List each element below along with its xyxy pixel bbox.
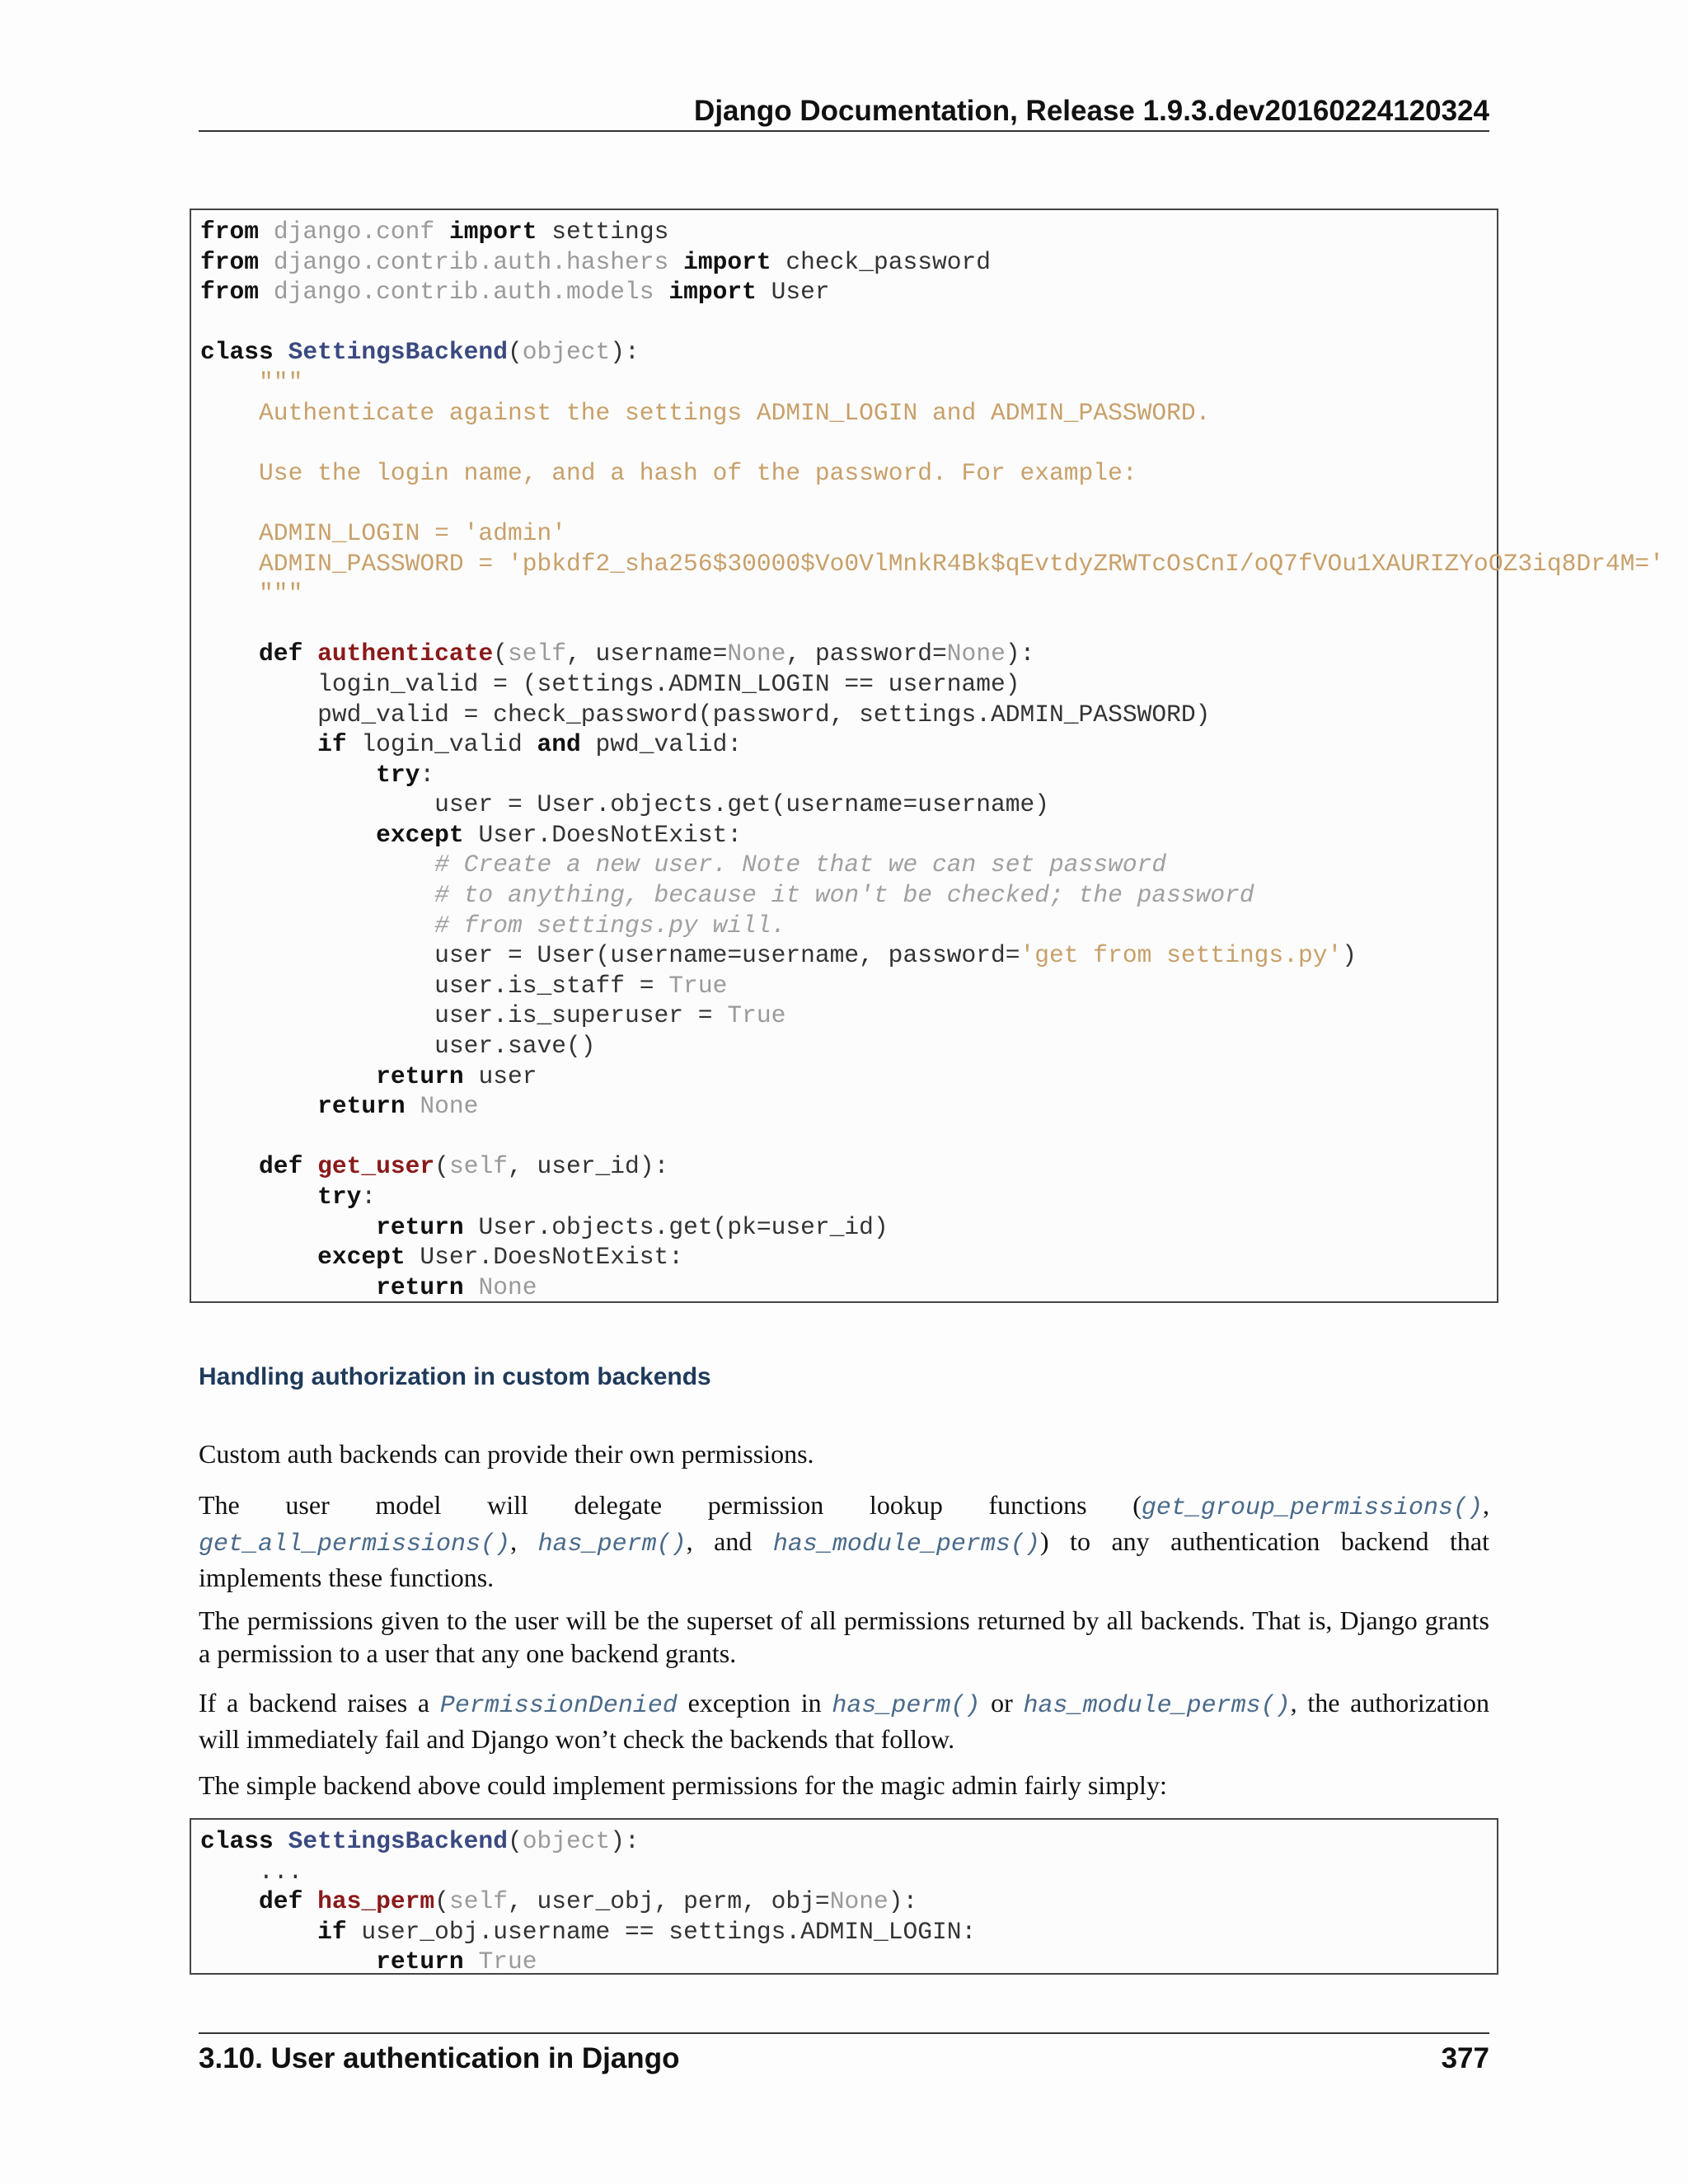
code-token: user.save() — [200, 1032, 596, 1061]
code-token: user — [463, 1062, 537, 1090]
link-has-module-perms[interactable]: has_module_perms() — [772, 1530, 1040, 1558]
code-token: object — [522, 1827, 611, 1855]
code-token: None — [829, 1887, 889, 1916]
code-token — [200, 550, 259, 578]
code-token: User.objects.get(pk=user_id) — [463, 1212, 889, 1241]
code-line — [200, 428, 1497, 458]
code-token: if — [317, 1917, 347, 1946]
code-token: class — [200, 1827, 274, 1855]
code-line — [200, 669, 1497, 700]
code-token: Use the login name, and a hash of the password. For example: — [259, 458, 1137, 487]
code-line — [200, 1062, 1497, 1092]
code-token — [200, 579, 259, 607]
code-token — [406, 1092, 420, 1120]
code-line — [200, 1857, 1497, 1887]
footer-section: 3.10. User authentication in Django — [199, 2042, 680, 2074]
code-line — [200, 760, 1497, 790]
code-token: pwd_valid = check_password(password, settings.ADMIN_PASSWORD) — [200, 700, 1211, 729]
link-get-all-permissions[interactable]: get_all_permissions() — [199, 1530, 511, 1558]
code-token: user = User(username=username, password= — [200, 941, 1020, 970]
paragraph-simple-backend — [199, 1769, 1489, 1802]
code-token: self — [507, 640, 567, 668]
code-line — [200, 398, 1497, 429]
code-token: user.is_staff = — [200, 971, 669, 1000]
code-token: import — [448, 218, 537, 246]
paragraph-text: Custom auth backends can provide their own permissions. — [199, 1439, 814, 1469]
code-token: True — [668, 971, 728, 1000]
code-token — [200, 851, 434, 879]
code-token — [654, 278, 669, 306]
code-token — [200, 1887, 259, 1915]
code-token — [200, 1183, 317, 1211]
code-token: None — [946, 640, 1006, 668]
code-token: None — [420, 1092, 479, 1121]
code-token: def — [259, 640, 303, 668]
code-token: None — [727, 640, 786, 668]
code-token: authenticate — [317, 640, 494, 668]
code-token: ): — [888, 1887, 918, 1916]
paragraph-superset — [199, 1604, 1489, 1670]
code-line — [200, 1151, 1497, 1182]
paragraph-text: The permissions given to the user will be the superset of all permissions returned by all backends. That is, Django grants a permission to a user that any one backend grants. — [199, 1605, 1489, 1668]
code-token: return — [376, 1272, 464, 1301]
code-token: class — [200, 338, 274, 367]
code-token: Authenticate against the settings ADMIN_LOGIN and ADMIN_PASSWORD. — [259, 398, 1211, 427]
code-token: from — [200, 247, 260, 276]
code-token — [200, 1947, 376, 1975]
code-line — [200, 880, 1497, 911]
code-line — [200, 940, 1497, 971]
code-token: if — [317, 730, 347, 759]
code-token: # to anything, because it won't be checked; the password — [434, 881, 1254, 910]
code-token: True — [478, 1947, 537, 1976]
link-get-group-permissions[interactable]: get_group_permissions() — [1141, 1494, 1483, 1522]
paragraph-text: , — [510, 1526, 538, 1556]
code-token — [200, 399, 259, 427]
code-line — [200, 1212, 1497, 1243]
code-token: # Create a new user. Note that we can set password — [434, 851, 1167, 879]
code-token: ( — [507, 338, 523, 367]
code-line — [200, 1826, 1497, 1857]
link-permission-denied[interactable]: PermissionDenied — [439, 1692, 678, 1720]
code-token — [200, 1062, 376, 1090]
code-line — [200, 790, 1497, 820]
code-token: ADMIN_PASSWORD = 'pbkdf2_sha256$30000$Vo0VlMnkR4Bk$qEvtdyZRWTcOsCnI/oQ7fVOu1XAURIZYoOZ3iq8Dr4M=' — [259, 549, 1664, 578]
code-token — [200, 1273, 376, 1301]
code-token — [259, 248, 274, 276]
code-token: ... — [200, 1857, 303, 1886]
code-token: check_password — [771, 247, 992, 276]
code-token: settings — [537, 218, 669, 246]
code-line — [200, 609, 1497, 640]
paragraph-intro — [199, 1437, 1489, 1470]
code-line — [200, 217, 1497, 247]
code-token: # from settings.py will. — [434, 911, 786, 940]
code-line — [200, 971, 1497, 1001]
code-token: User.DoesNotExist: — [463, 820, 743, 849]
code-token: import — [668, 278, 757, 307]
code-line — [200, 1947, 1497, 1977]
code-line — [200, 700, 1497, 730]
code-token: None — [478, 1272, 537, 1301]
code-token: ( — [507, 1827, 523, 1855]
paragraph-text: , the authorization will immediately fail and Django won’t check the backends that follow. — [199, 1688, 1489, 1754]
code-token — [274, 1827, 288, 1855]
code-line — [200, 579, 1497, 609]
code-token — [200, 459, 259, 487]
code-token — [434, 218, 449, 246]
code-token: """ — [259, 368, 303, 396]
code-token: try — [376, 760, 420, 789]
code-token: and — [537, 730, 581, 759]
paragraph-permission-denied — [199, 1686, 1489, 1755]
code-token: """ — [259, 579, 303, 608]
paragraph-text: If a backend raises a — [199, 1688, 440, 1718]
code-block-settings-backend — [190, 209, 1664, 1303]
code-line — [200, 488, 1497, 518]
code-token: ): — [610, 338, 640, 367]
code-line — [200, 1886, 1497, 1917]
code-token: , username= — [566, 640, 728, 668]
code-token: ): — [610, 1827, 640, 1855]
code-token: try — [317, 1183, 362, 1211]
code-token — [200, 1918, 317, 1946]
code-block-has-perm — [190, 1818, 1498, 1975]
code-line — [200, 1001, 1497, 1031]
code-token — [259, 218, 274, 246]
code-token: User — [756, 278, 830, 307]
code-token: SettingsBackend — [288, 338, 508, 367]
code-line — [200, 1091, 1497, 1122]
code-token: , user_id): — [507, 1152, 669, 1181]
code-token: ): — [1005, 640, 1035, 668]
code-token: django.contrib.auth.models — [273, 278, 654, 307]
header-title: Django Documentation, Release 1.9.3.dev20160224120324 — [694, 95, 1489, 127]
paragraph-text: The simple backend above could implement permissions for the magic admin fairly simply: — [199, 1770, 1167, 1800]
code-token — [200, 761, 376, 789]
code-line — [200, 639, 1497, 669]
code-token — [200, 730, 317, 758]
code-token: login_valid = (settings.ADMIN_LOGIN == username) — [200, 669, 1020, 698]
code-line — [200, 911, 1497, 941]
code-line — [200, 247, 1497, 278]
paragraph-text: The user model will delegate permission lookup functions ( — [199, 1490, 1142, 1520]
code-token: : — [361, 1183, 377, 1211]
paragraph-text: exception in — [677, 1688, 832, 1718]
code-token — [200, 640, 259, 668]
code-token: object — [522, 338, 611, 367]
code-token: , user_obj, perm, obj= — [507, 1887, 830, 1916]
code-token — [302, 640, 317, 668]
code-token — [668, 248, 683, 276]
code-token: except — [317, 1243, 406, 1272]
code-token: pwd_valid: — [580, 730, 743, 759]
code-token — [259, 278, 274, 306]
code-token: return — [376, 1947, 464, 1976]
code-token — [200, 1092, 317, 1120]
code-token — [200, 519, 259, 547]
code-token: self — [448, 1887, 508, 1916]
running-header — [199, 92, 1489, 132]
page-footer — [199, 2032, 1489, 2075]
code-token: ( — [434, 1152, 449, 1181]
code-token: ( — [493, 640, 508, 668]
code-line — [200, 1272, 1497, 1303]
code-token: return — [317, 1092, 406, 1121]
code-token: has_perm — [317, 1887, 435, 1916]
code-token: login_valid — [346, 730, 537, 759]
code-token: def — [259, 1887, 303, 1916]
code-token: user_obj.username == settings.ADMIN_LOGIN: — [346, 1917, 977, 1946]
code-line — [200, 1122, 1497, 1152]
section-heading: Handling authorization in custom backends — [199, 1363, 711, 1390]
code-token — [200, 821, 376, 849]
code-token: from — [200, 218, 260, 246]
code-token: except — [376, 820, 464, 849]
code-line — [200, 518, 1497, 549]
code-token — [200, 368, 259, 396]
code-token: user = User.objects.get(username=username) — [200, 790, 1050, 819]
paragraph-text: , — [1483, 1490, 1489, 1520]
code-token: return — [376, 1062, 464, 1090]
code-token — [302, 1152, 317, 1180]
paragraph-text: ) to any authentication backend that implements these functions. — [199, 1526, 1490, 1592]
code-line — [200, 1917, 1497, 1947]
code-token: from — [200, 278, 260, 307]
code-token — [274, 338, 288, 366]
code-token: : — [420, 760, 435, 789]
code-token: django.conf — [273, 218, 435, 246]
link-has-perm[interactable]: has_perm() — [832, 1692, 981, 1720]
code-token — [200, 1213, 376, 1241]
code-token — [200, 1243, 317, 1271]
code-line — [200, 337, 1497, 368]
code-token: ) — [1342, 941, 1357, 970]
code-token: return — [376, 1212, 464, 1241]
code-token: SettingsBackend — [288, 1827, 508, 1855]
code-line — [200, 368, 1497, 398]
code-line — [200, 850, 1497, 880]
code-token — [200, 1152, 259, 1180]
code-line — [200, 458, 1497, 489]
code-token: ( — [434, 1887, 449, 1916]
code-token: ADMIN_LOGIN = 'admin' — [259, 518, 566, 547]
code-token: def — [259, 1152, 303, 1181]
link-has-module-perms[interactable]: has_module_perms() — [1023, 1692, 1291, 1720]
code-token — [302, 1887, 317, 1915]
code-line — [200, 820, 1497, 851]
code-line — [200, 549, 1664, 579]
code-token: django.contrib.auth.hashers — [273, 247, 669, 276]
code-token — [464, 1947, 479, 1975]
code-token: 'get from settings.py' — [1020, 941, 1343, 970]
code-token — [200, 881, 434, 909]
code-token: import — [683, 247, 771, 276]
code-token: self — [448, 1152, 508, 1181]
code-token: get_user — [317, 1152, 435, 1181]
paragraph-delegate — [199, 1488, 1489, 1594]
code-token — [464, 1273, 479, 1301]
link-has-perm[interactable]: has_perm() — [537, 1530, 687, 1558]
code-line — [200, 729, 1497, 760]
code-line — [200, 1242, 1497, 1272]
code-token: , password= — [785, 640, 947, 668]
code-token: User.DoesNotExist: — [405, 1243, 684, 1272]
code-token: user.is_superuser = — [200, 1001, 728, 1030]
code-line — [200, 1182, 1497, 1212]
code-line — [200, 277, 1497, 307]
code-line — [200, 307, 1497, 338]
code-token: True — [727, 1001, 786, 1030]
paragraph-text: , and — [686, 1526, 773, 1556]
code-token — [200, 912, 434, 940]
paragraph-text: or — [980, 1688, 1024, 1718]
code-line — [200, 1031, 1497, 1062]
page-number: 377 — [1441, 2042, 1489, 2074]
